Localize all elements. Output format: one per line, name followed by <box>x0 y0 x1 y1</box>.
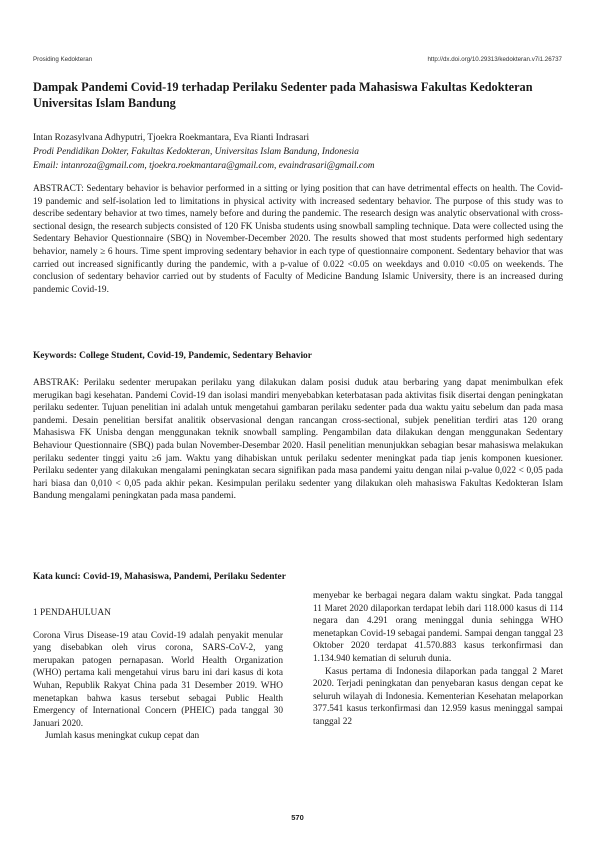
paragraph: Kasus pertama di Indonesia dilaporkan pada tanggal 2 Maret 2020. Terjadi peningkatan dan penyebaran kasus dengan cepat ke seluruh wilayah di Indonesia. Kementerian Kesehatan melaporkan 377.541 kasus terkonfirmasi dan 12.959 kasus meninggal sampai tanggal 22 <box>313 666 563 727</box>
journal-name: Prosiding Kedokteran <box>33 56 93 63</box>
body-column-left <box>33 607 283 743</box>
page-number: 570 <box>291 813 304 822</box>
author-affiliation: Prodi Pendidikan Dokter, Fakultas Kedokteran, Universitas Islam Bandung, Indonesia <box>33 147 359 157</box>
paragraph: Corona Virus Disease-19 atau Covid-19 adalah penyakit menular yang disebabkan oleh virus corona, SARS-CoV-2, yang merupakan patogen pernapasan. World Health Organization (WHO) pertama kali mengetahui virus baru ini dari kasus di kota Wuhan, Republik Rakyat China pada 31 Desember 2019. WHO menetapkan bahwa kasus tersebut sebagai Public Health Emergency of International Concern (PHEIC) pada tanggal 30 Januari 2020. <box>33 630 283 729</box>
section-heading: 1 PENDAHULUAN <box>33 608 111 618</box>
abstract-english: ABSTRACT: Sedentary behavior is behavior performed in a sitting or lying position that can have detrimental effects on health. The Covid-19 pandemic and self-isolation led to limitations in physical activity with increased sedentary behavior. The purpose of this study was to describe sedentary behavior at two times, namely before and during the pandemic. The research design was analytic observational with cross-sectional design, the research subjects consisted of 120 FK Unisba students using snowball sampling technique. Data were collected using the Sedentary Behavior Questionnaire (SBQ) in November-December 2020. The results showed that most students performed high sedentary behavior, namely ≥ 6 hours. Time spent improving sedentary behavior in each type of questionnaire component. Sedentary behavior that was carried out increased significantly during the pandemic, with a p-value of 0.022 <0.05 on weekdays and 0.010 <0.05 on weekends. The conclusion of sedentary behavior carried out by students of Faculty of Medicine Bandung Islamic University, there is an increased during pandemic Covid-19. <box>33 184 563 295</box>
author-names: Intan Rozasylvana Adhyputri, Tjoekra Roekmantara, Eva Rianti Indrasari <box>33 133 310 143</box>
abstract-indonesian: ABSTRAK: Perilaku sedenter merupakan perilaku yang dilakukan dalam posisi duduk atau berbaring yang dapat menimbulkan efek merugikan bagi kesehatan. Pandemi Covid-19 dan isolasi mandiri menyebabkan keterbatasan pada aktivitas fisik disertai dengan peningkatan perilaku sedenter. Tujuan penelitian ini adalah untuk mengetahui gambaran perilaku sedenter pada dua waktu yaitu sebelum dan pada masa pandemi. Desain penelitian bersifat analitik observasional dengan rancangan cross-sectional, subjek penelitian terdiri atas 120 orang Mahasiswa FK Unisba dengan menggunakan teknik snowball sampling. Pengambilan data dilakukan dengan menggunakan Sedentary Behaviour Questionnaire (SBQ) pada bulan November-Desembar 2020. Hasil penelitian menunjukkan sebagian besar mahasiswa melakukan perilaku sedenter tinggi yaitu ≥6 jam. Waktu yang dihabiskan untuk perilaku sedenter meningkat pada tiap jenis komponen kuesioner. Perilaku sedenter yang dilakukan mengalami peningkatan secara signifikan pada masa pandemi yaitu dengan nilai p-value 0,022 < 0,05 pada hari biasa dan 0,010 < 0,05 pada akhir pekan. Kesimpulan perilaku sedenter yang dilakukan oleh mahasiswa Fakultas Kedokteran Islam Bandung mengalami peningkatan pada masa pandemi. <box>33 378 563 502</box>
body-column-right <box>313 590 563 729</box>
paper-title: Dampak Pandemi Covid-19 terhadap Perilaku Sedenter pada Mahasiswa Fakultas Kedokteran Universitas Islam Bandung <box>33 80 533 110</box>
paragraph: Jumlah kasus meningkat cukup cepat dan <box>45 731 200 742</box>
doi-link[interactable]: http://dx.doi.org/10.29313/kedokteran.v7i1.26737 <box>427 56 562 63</box>
paragraph: menyebar ke berbagai negara dalam waktu singkat. Pada tanggal 11 Maret 2020 dilaporkan terdapat lebih dari 118.000 kasus di 114 negara dan 4.291 orang meninggal dunia sehingga WHO menetapkan Covid-19 sebagai pandemi. Sampai dengan tanggal 23 Oktober 2020 terdapat 41.570.883 kasus terkonfirmasi dan 1.134.940 kematian di seluruh dunia. <box>313 591 563 664</box>
keywords-english: Keywords: College Student, Covid-19, Pandemic, Sedentary Behavior <box>33 351 312 361</box>
keywords-indonesian: Kata kunci: Covid-19, Mahasiswa, Pandemi, Perilaku Sedenter <box>33 572 286 582</box>
author-block <box>33 131 563 173</box>
author-email: Email: intanroza@gmail.com, tjoekra.roekmantara@gmail.com, evaindrasari@gmail.com <box>33 161 375 171</box>
